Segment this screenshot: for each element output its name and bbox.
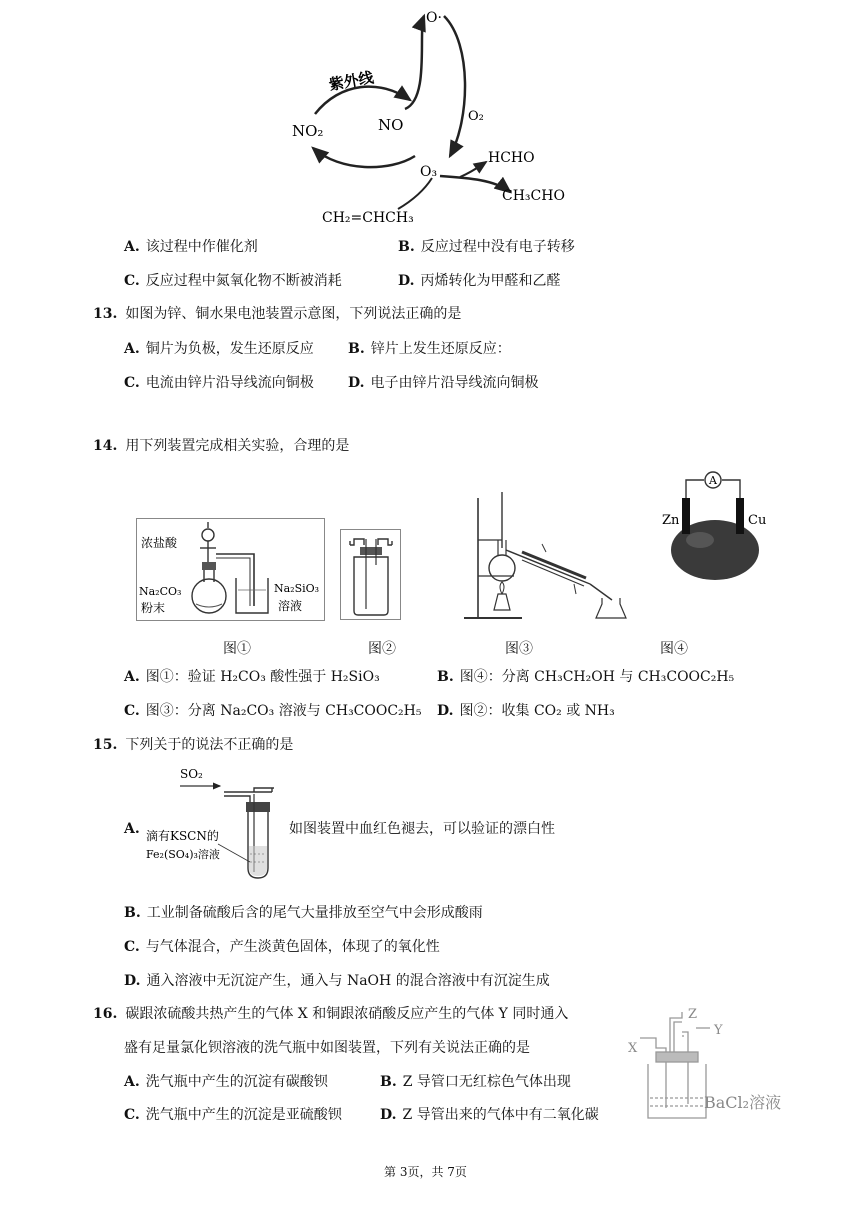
- fig1-solution-label: 溶液: [278, 599, 303, 613]
- question-number: 16.: [93, 1006, 118, 1022]
- option-letter: C.: [124, 1107, 140, 1123]
- option-letter: D.: [380, 1107, 397, 1123]
- o2-label: O₂: [468, 109, 484, 124]
- x-label: X: [628, 1041, 638, 1056]
- option-letter: B.: [348, 341, 365, 357]
- q16-stem-line2: 盛有足量氯化钡溶液的洗气瓶中如图装置，下列有关说法正确的是: [124, 1040, 530, 1056]
- orad-label: O·: [426, 10, 442, 26]
- option-text: 电流由锌片沿导线流向铜极: [145, 375, 314, 391]
- option-letter: D.: [348, 375, 365, 391]
- zn-label: Zn: [662, 513, 680, 528]
- y-label: Y: [714, 1023, 723, 1038]
- arrow-orad-to-o3: [444, 16, 465, 156]
- option-text: 图③：分离 Na₂CO₃ 溶液与 CH₃COOC₂H₅: [145, 703, 422, 719]
- q15-option-d[interactable]: [124, 972, 550, 990]
- q16-stem-line1: [93, 1005, 568, 1023]
- option-text: 电子由锌片沿导线流向铜极: [370, 375, 539, 391]
- q15-option-a[interactable]: [124, 820, 146, 838]
- caption-fig4: 图④: [660, 641, 688, 657]
- q13-option-b[interactable]: [348, 340, 511, 358]
- fig1-na2co3-label: Na₂CO₃: [139, 585, 182, 598]
- no2-label: NO₂: [292, 122, 324, 140]
- arrow-to-products: [440, 176, 510, 192]
- option-text: 通入溶液中无沉淀产生，通入与 NaOH 的混合溶液中有沉淀生成: [146, 973, 550, 989]
- so2-label: SO₂: [180, 767, 203, 781]
- q13-option-d[interactable]: [348, 374, 539, 392]
- option-text: 锌片上发生还原反应：: [370, 341, 511, 357]
- option-letter: B.: [437, 669, 454, 685]
- option-text: 反应过程中没有电子转移: [420, 239, 575, 255]
- q14-option-a[interactable]: [124, 668, 380, 686]
- q14-stem: [93, 437, 349, 455]
- option-text: 反应过程中氮氧化物不断被消耗: [145, 273, 342, 289]
- q13-stem: [93, 305, 461, 323]
- option-letter: C.: [124, 273, 140, 289]
- page-footer: 第 3页，共 7页: [384, 1165, 467, 1179]
- arrow-to-hcho: [460, 162, 486, 177]
- fig1-powder-label: 粉末: [141, 601, 166, 615]
- question-number: 14.: [93, 438, 118, 454]
- q12-option-b[interactable]: [398, 238, 575, 256]
- option-text: 铜片为负极，发生还原反应: [145, 341, 314, 357]
- option-letter: D.: [124, 973, 141, 989]
- q14-option-b[interactable]: [437, 668, 734, 686]
- q14-option-c[interactable]: [124, 702, 422, 720]
- q16-option-c[interactable]: [124, 1106, 342, 1124]
- option-text: 洗气瓶中产生的沉淀是亚硫酸钡: [145, 1107, 342, 1123]
- q16-option-a[interactable]: [124, 1073, 328, 1091]
- arrow-propene-to-o3: [398, 178, 432, 209]
- option-letter: B.: [124, 905, 141, 921]
- arrow-no-to-orad: [405, 16, 424, 109]
- ch3cho-label: CH₃CHO: [502, 188, 565, 204]
- option-text: Z 导管出来的气体中有二氧化碳: [402, 1107, 599, 1123]
- option-letter: B.: [398, 239, 415, 255]
- question-number: 15.: [93, 737, 118, 753]
- option-letter: A.: [124, 669, 140, 685]
- option-text: 图④：分离 CH₃CH₂OH 与 CH₃COOC₂H₅: [459, 669, 735, 685]
- q15-option-a-text: 如图装置中血红色褪去，可以验证的漂白性: [289, 821, 555, 837]
- q14-figure-3: [462, 488, 632, 624]
- option-text: 该过程中作催化剂: [145, 239, 258, 255]
- option-text: Z 导管口无红棕色气体出现: [402, 1074, 571, 1090]
- z-label: Z: [688, 1008, 698, 1022]
- bacl2-label: BaCl₂溶液: [704, 1093, 782, 1112]
- q14-figure-1: [136, 518, 326, 622]
- caption-fig2: 图②: [368, 641, 396, 657]
- q15-option-b[interactable]: [124, 904, 483, 922]
- option-letter: A.: [124, 1074, 140, 1090]
- cu-label: Cu: [748, 513, 767, 528]
- arrow-o3-to-no2: [313, 148, 415, 167]
- q14-figure-2: [340, 529, 402, 621]
- q15-option-c[interactable]: [124, 938, 440, 956]
- option-letter: C.: [124, 703, 140, 719]
- propene-label: CH₂=CHCH₃: [322, 210, 414, 226]
- option-text: 丙烯转化为甲醛和乙醛: [420, 273, 561, 289]
- ammeter-label: A: [709, 474, 717, 487]
- option-letter: C.: [124, 375, 140, 391]
- option-text: 与气体混合，产生淡黄色固体，体现了的氧化性: [145, 939, 440, 955]
- option-text: 洗气瓶中产生的沉淀有碳酸钡: [145, 1074, 328, 1090]
- q12-option-c[interactable]: [124, 272, 342, 290]
- option-text: 图②：收集 CO₂ 或 NH₃: [459, 703, 615, 719]
- option-letter: D.: [437, 703, 454, 719]
- q15-stem: [93, 736, 293, 754]
- q12-option-a[interactable]: [124, 238, 258, 256]
- fig1-acid-label: 浓盐酸: [141, 536, 178, 550]
- hcho-label: HCHO: [488, 150, 535, 166]
- q14-figure-4: [660, 470, 776, 586]
- option-letter: A.: [124, 239, 140, 255]
- question-stem: 下列关于的说法不正确的是: [125, 737, 294, 753]
- option-letter: C.: [124, 939, 140, 955]
- caption-fig3: 图③: [505, 641, 533, 657]
- o3-label: O₃: [420, 164, 438, 180]
- option-letter: D.: [398, 273, 415, 289]
- q13-option-c[interactable]: [124, 374, 314, 392]
- q15-reagent-line2: Fe₂(SO₄)₃溶液: [146, 848, 220, 861]
- q16-option-b[interactable]: [380, 1073, 571, 1091]
- q13-option-a[interactable]: [124, 340, 314, 358]
- option-letter: A.: [124, 821, 140, 837]
- q16-figure: [626, 1008, 802, 1124]
- caption-fig1: 图①: [223, 641, 251, 657]
- q15-reagent-line1: 滴有KSCN的: [146, 829, 219, 843]
- fig1-na2sio3-label: Na₂SiO₃: [274, 582, 320, 595]
- option-text: 工业制备硫酸后含的尾气大量排放至空气中会形成酸雨: [146, 905, 483, 921]
- uv-label: 紫外线: [327, 68, 376, 94]
- question-stem: 如图为锌、铜水果电池装置示意图，下列说法正确的是: [125, 306, 462, 322]
- question-stem: 用下列装置完成相关实验，合理的是: [125, 438, 350, 454]
- q16-option-d[interactable]: [380, 1106, 599, 1124]
- question-stem: 碳跟浓硫酸共热产生的气体 X 和铜跟浓硝酸反应产生的气体 Y 同时通入: [125, 1006, 569, 1022]
- no-label: NO: [378, 116, 404, 134]
- q12-option-d[interactable]: [398, 272, 561, 290]
- q14-option-d[interactable]: [437, 702, 615, 720]
- option-letter: A.: [124, 341, 140, 357]
- option-letter: B.: [380, 1074, 397, 1090]
- question-number: 13.: [93, 306, 118, 322]
- q12-cycle-diagram: [280, 4, 580, 230]
- option-text: 图①：验证 H₂CO₃ 酸性强于 H₂SiO₃: [145, 669, 380, 685]
- q15-figure: [146, 764, 286, 882]
